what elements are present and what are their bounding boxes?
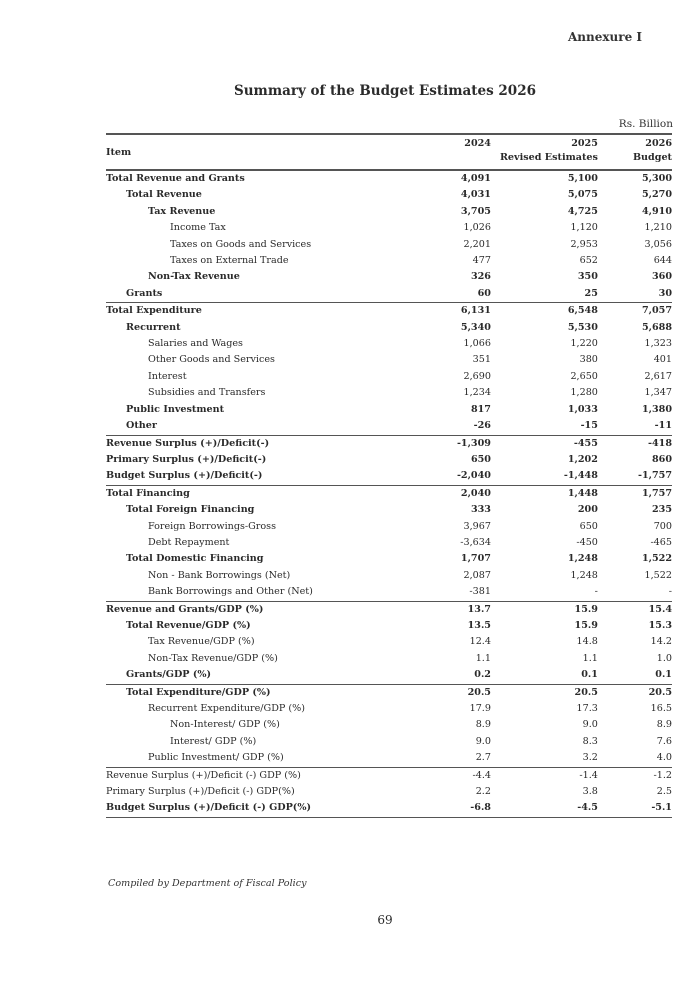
row-label: Tax Revenue/GDP (%) [148,636,255,648]
table-row [106,651,672,667]
value-2024: 333 [470,504,491,516]
table-row [106,535,672,551]
table-row [106,204,672,220]
value-2026: -11 [598,418,672,435]
value-2026: 644 [653,255,672,267]
value-2026: 15.3 [648,619,672,631]
value-2025: 652 [579,255,598,267]
row-label: Revenue and Grants/GDP (%) [106,603,264,615]
row-label: Income Tax [170,222,226,234]
table-row [106,303,672,320]
row-label: Recurrent [126,321,181,333]
value-2024: 20.5 [467,686,491,698]
table-row [106,634,672,650]
value-2025: 1,248 [567,553,598,565]
value-2024: -4.4 [472,769,491,781]
row-label: Primary Surplus (+)/Deficit(-) [106,453,267,465]
row-label: Recurrent Expenditure/GDP (%) [148,703,305,714]
value-2024: 477 [472,255,491,267]
row-label: Tax Revenue [148,205,216,217]
value-2026: 700 [653,520,672,532]
source-footnote: Compiled by Department of Fiscal Policy [108,878,307,889]
value-2025: -4.5 [491,800,598,817]
value-2025: -1.4 [579,769,598,781]
value-2026: 1,522 [641,553,672,565]
value-2024: 2,690 [463,370,491,382]
table-row [106,170,672,187]
value-2025: 3.8 [582,786,598,798]
row-label: Budget Surplus (+)/Deficit(-) [106,468,423,485]
table-row [106,286,672,303]
row-label: Non - Bank Borrowings (Net) [148,569,291,581]
table-row [106,800,672,817]
row-label: Revenue Surplus (+)/Deficit(-) [106,437,270,449]
value-2024: 8.9 [475,719,491,731]
value-2025: 3.2 [491,750,598,767]
value-2026: 360 [651,271,672,283]
value-2025: - [491,584,598,601]
header-2025-year: 2025 [571,138,598,149]
table-row [106,187,672,203]
value-2025: 1,280 [570,387,598,399]
budget-summary-table [106,133,672,818]
value-2026: 1,522 [644,569,672,581]
value-2024: 4,091 [460,173,491,184]
value-2024: 17.9 [469,703,491,714]
value-2024: 326 [470,271,491,283]
value-2024: 2.7 [423,750,491,767]
value-2026: -1,757 [598,468,672,485]
row-label: Bank Borrowings and Other (Net) [106,584,423,601]
row-label: Public Investment/ GDP (%) [106,750,423,767]
value-2024: 12.4 [469,636,491,648]
value-2026: 1,210 [644,222,672,234]
value-2025: 17.3 [576,703,598,714]
table-row [106,220,672,236]
value-2026: 0.1 [598,667,672,684]
value-2024: 650 [470,453,491,465]
value-2025: 5,075 [567,189,598,201]
value-2025: 1,120 [570,222,598,234]
value-2025: -455 [573,437,598,449]
table-row [106,601,672,618]
table-row [106,336,672,352]
header-2024-label: 2024 [464,138,491,149]
value-2025: 20.5 [574,686,598,698]
value-2026: 1,380 [641,403,672,415]
value-2025: 15.9 [574,603,598,615]
table-row [106,750,672,767]
value-2025: 0.1 [491,667,598,684]
table-header-row [106,134,672,170]
header-2026 [598,134,672,170]
value-2024: 1,707 [460,553,491,565]
value-2024: 2,087 [463,569,491,581]
table-body [106,170,672,817]
row-label: Total Expenditure [106,305,202,317]
value-2026: 7,057 [641,305,672,317]
value-2026: -1.2 [653,769,672,781]
value-2026: 401 [653,354,672,366]
row-label: Total Revenue and Grants [106,173,245,184]
value-2026: 860 [651,453,672,465]
value-2026: 5,688 [641,321,672,333]
value-2025: 650 [579,520,598,532]
header-2026-year: 2026 [645,138,672,149]
value-2025: 1,248 [570,569,598,581]
table-row [106,485,672,502]
value-2024: 3,705 [460,205,491,217]
table-row [106,701,672,717]
value-2025: -450 [576,536,598,548]
table-row [106,418,672,435]
row-label: Other [106,418,423,435]
value-2025: 8.3 [582,735,598,747]
value-2025: 1,448 [567,487,598,499]
table-row [106,734,672,750]
value-2025: 350 [577,271,598,283]
value-2024: 13.7 [467,603,491,615]
value-2024: 3,967 [463,520,491,532]
value-2025: 1,220 [570,338,598,350]
units-label: Rs. Billion [618,118,673,130]
row-label: Public Investment [126,403,225,415]
table-row [106,369,672,385]
row-label: Total Revenue [126,189,202,201]
value-2026: 14.2 [650,636,672,648]
header-2025 [491,134,598,170]
value-2026: 235 [651,504,672,516]
row-label: Total Financing [106,487,190,499]
row-label: Non-Tax Revenue/GDP (%) [148,652,278,664]
value-2024: 817 [470,403,491,415]
value-2025: 380 [579,354,598,366]
table-row [106,269,672,285]
row-label: Primary Surplus (+)/Deficit (-) GDP(%) [106,786,295,798]
row-label: Interest/ GDP (%) [170,735,257,747]
value-2025: 25 [491,286,598,303]
header-2026-sub: Budget [632,152,672,163]
header-2024 [423,134,491,170]
value-2025: 14.8 [576,636,598,648]
row-label: Total Expenditure/GDP (%) [126,686,271,698]
row-label: Debt Repayment [148,536,230,548]
value-2026: 1.0 [656,652,672,664]
value-2024: 4,031 [460,189,491,201]
value-2024: -2,040 [423,468,491,485]
row-label: Foreign Borrowings-Gross [148,520,277,532]
row-label: Interest [148,370,187,382]
value-2026: 1,347 [644,387,672,399]
value-2025: 1,202 [567,453,598,465]
row-label: Taxes on Goods and Services [170,238,312,250]
value-2024: 5,340 [460,321,491,333]
value-2024: -1,309 [456,437,491,449]
value-2026: 5,270 [641,189,672,201]
value-2026: 7.6 [656,735,672,747]
value-2026: 30 [598,286,672,303]
table-row [106,568,672,584]
value-2024: 9.0 [475,735,491,747]
value-2025: 5,100 [567,173,598,184]
row-label: Other Goods and Services [148,354,275,366]
value-2024: 13.5 [467,619,491,631]
value-2025: 5,530 [567,321,598,333]
table-row [106,667,672,684]
table-row [106,784,672,800]
value-2024: 1,066 [463,338,491,350]
table-row [106,519,672,535]
value-2026: - [598,584,672,601]
row-label: Total Domestic Financing [126,553,264,565]
value-2024: -3,634 [460,536,491,548]
row-label: Grants/GDP (%) [106,667,423,684]
value-2024: 2,201 [463,238,491,250]
table-row [106,767,672,784]
row-label: Budget Surplus (+)/Deficit (-) GDP(%) [106,800,423,817]
table-row [106,253,672,269]
value-2026: 1,323 [644,338,672,350]
table-row [106,352,672,368]
row-label: Subsidies and Transfers [148,387,266,399]
value-2024: -381 [423,584,491,601]
table-row [106,435,672,452]
row-label: Taxes on External Trade [170,255,289,267]
value-2026: 5,300 [641,173,672,184]
value-2026: -5.1 [598,800,672,817]
value-2025: 200 [577,504,598,516]
value-2026: 1,757 [641,487,672,499]
table-row [106,684,672,701]
value-2026: 4,910 [641,205,672,217]
value-2025: 1.1 [582,652,598,664]
document-title: Summary of the Budget Estimates 2026 [233,83,536,99]
value-2025: 2,953 [570,238,598,250]
table-row [106,551,672,567]
table-row [106,385,672,401]
page-number: 69 [377,913,393,927]
header-item: Item [106,147,132,158]
row-label: Non-Tax Revenue [148,271,240,283]
value-2025: 2,650 [570,370,598,382]
row-label: Grants [106,286,423,303]
table-row [106,452,672,468]
value-2026: 20.5 [648,686,672,698]
value-2024: 2.2 [475,786,491,798]
row-label: Salaries and Wages [148,338,243,350]
value-2025: 6,548 [567,305,598,317]
value-2026: 2.5 [656,786,672,798]
value-2026: 3,056 [644,238,672,250]
value-2024: -26 [423,418,491,435]
value-2026: 16.5 [650,703,672,714]
value-2024: 1.1 [475,652,491,664]
value-2025: -1,448 [491,468,598,485]
row-label: Non-Interest/ GDP (%) [170,719,280,731]
value-2026: 15.4 [648,603,672,615]
annexure-label: Annexure I [567,30,642,44]
header-2025-sub: Revised Estimates [499,152,598,163]
value-2025: -15 [491,418,598,435]
value-2024: 0.2 [423,667,491,684]
value-2024: 351 [472,354,491,366]
value-2024: 1,026 [463,222,491,234]
table-row [106,618,672,634]
value-2024: 1,234 [463,387,491,399]
value-2025: 15.9 [574,619,598,631]
value-2025: 9.0 [582,719,598,731]
table-row [106,502,672,518]
value-2025: 1,033 [567,403,598,415]
table-row [106,320,672,336]
value-2025: 4,725 [567,205,598,217]
value-2026: -418 [647,437,672,449]
table-row [106,402,672,418]
row-label: Total Foreign Financing [126,504,255,516]
value-2026: -465 [650,536,672,548]
value-2024: 2,040 [460,487,491,499]
table-row [106,468,672,485]
value-2026: 8.9 [656,719,672,731]
table-row [106,717,672,733]
table-row [106,237,672,253]
value-2024: 60 [423,286,491,303]
value-2026: 4.0 [598,750,672,767]
table-row [106,584,672,601]
row-label: Revenue Surplus (+)/Deficit (-) GDP (%) [106,769,301,781]
row-label: Total Revenue/GDP (%) [126,619,251,631]
value-2024: 6,131 [460,305,491,317]
value-2024: -6.8 [423,800,491,817]
value-2026: 2,617 [644,370,672,382]
